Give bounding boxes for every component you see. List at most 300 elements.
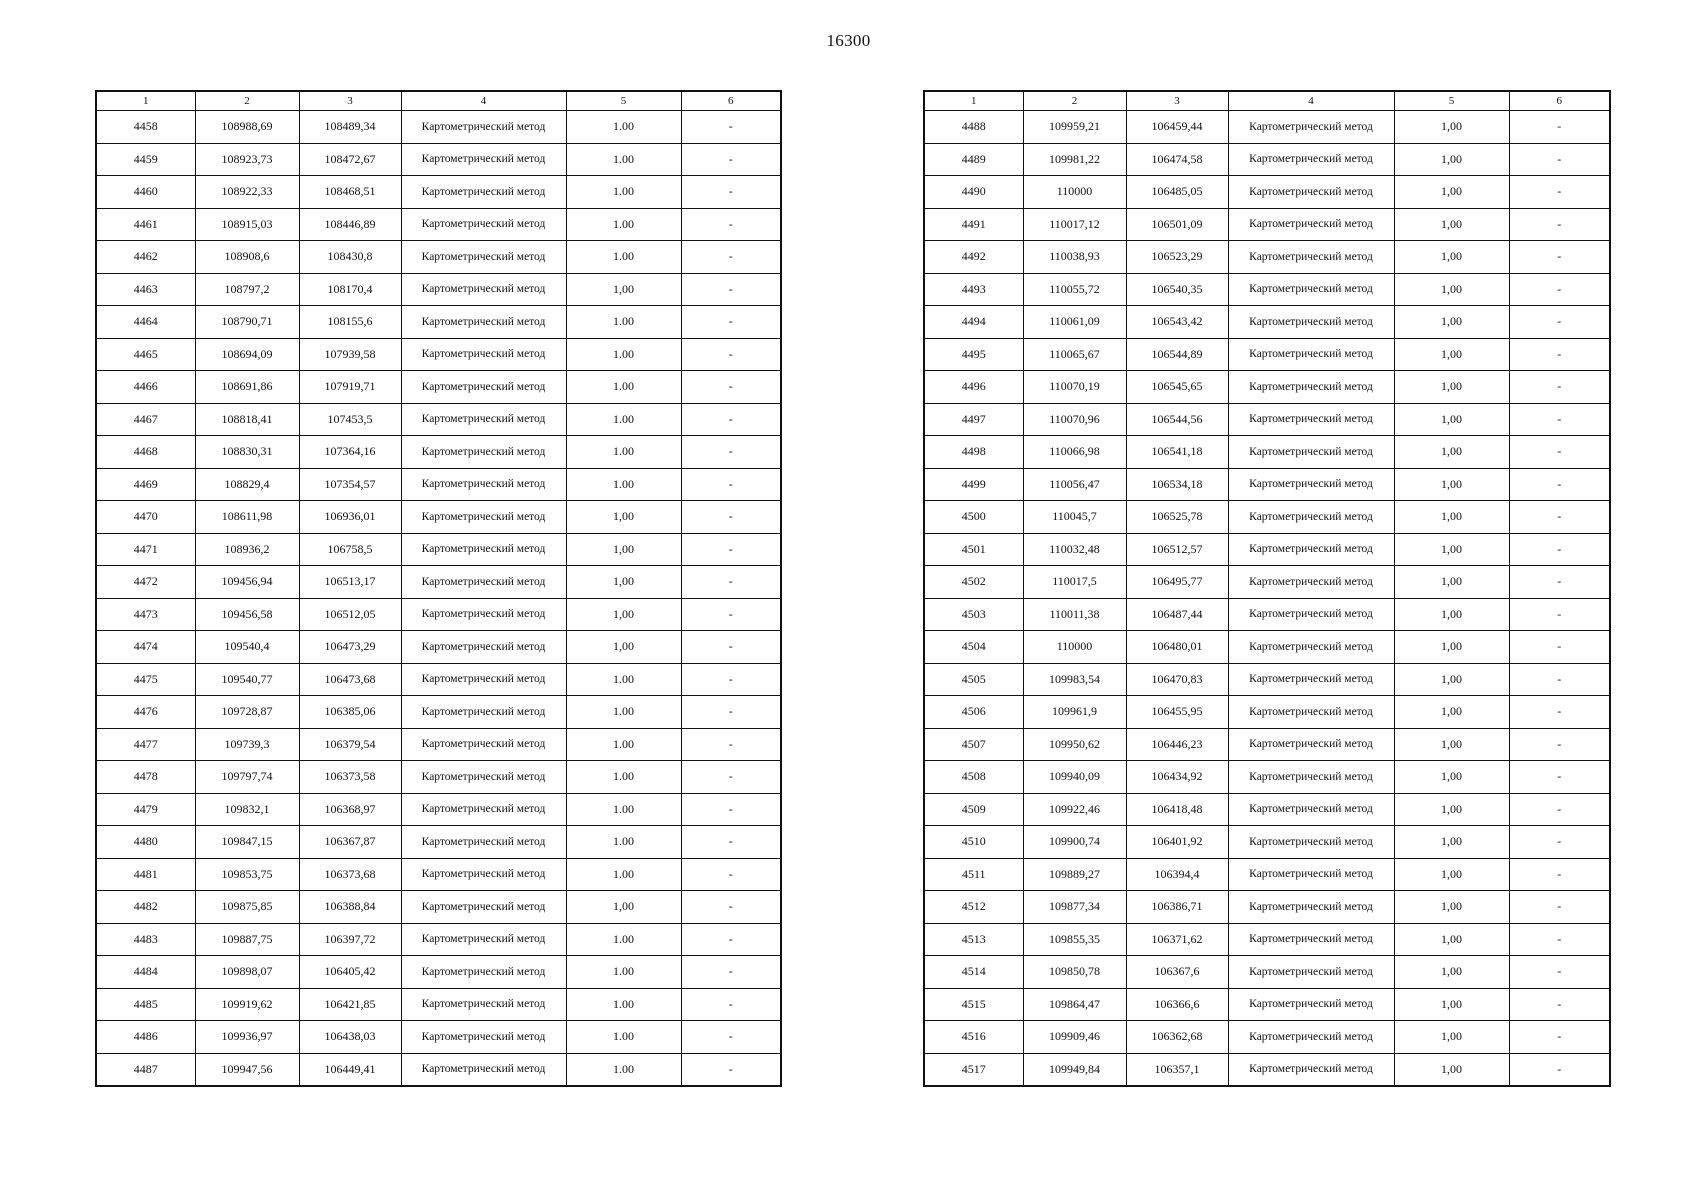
y-coordinate-cell: 106540,35 [1126,273,1228,306]
accuracy-cell: 1,00 [566,533,681,566]
method-cell: Картометрический метод [401,858,566,891]
description-cell: - [681,241,781,274]
point-number-cell: 4517 [924,1053,1023,1086]
y-coordinate-cell: 106480,01 [1126,631,1228,664]
column-header-accuracy: 5 [566,91,681,111]
method-cell: Картометрический метод [401,371,566,404]
description-cell: - [1509,306,1610,339]
accuracy-cell: 1,00 [1394,631,1509,664]
table-row [924,728,1610,761]
x-coordinate-cell: 110055,72 [1023,273,1126,306]
point-number-cell: 4475 [96,663,195,696]
accuracy-cell: 1,00 [1394,403,1509,436]
table-row [924,176,1610,209]
method-cell: Картометрический метод [401,111,566,144]
y-coordinate-cell: 106545,65 [1126,371,1228,404]
description-cell: - [1509,891,1610,924]
y-coordinate-cell: 106513,17 [299,566,401,599]
description-cell: - [1509,501,1610,534]
description-cell: - [1509,858,1610,891]
description-cell: - [681,793,781,826]
y-coordinate-cell: 108155,6 [299,306,401,339]
x-coordinate-cell: 108611,98 [195,501,299,534]
point-number-cell: 4501 [924,533,1023,566]
point-number-cell: 4460 [96,176,195,209]
point-number-cell: 4473 [96,598,195,631]
description-cell: - [681,111,781,144]
table-row [96,826,781,859]
y-coordinate-cell: 106534,18 [1126,468,1228,501]
method-cell: Картометрический метод [401,273,566,306]
y-coordinate-cell: 108170,4 [299,273,401,306]
table-row [96,143,781,176]
y-coordinate-cell: 108430,8 [299,241,401,274]
description-cell: - [681,501,781,534]
table-body [924,111,1610,1087]
description-cell: - [681,891,781,924]
x-coordinate-cell: 109898,07 [195,956,299,989]
accuracy-cell: 1.00 [566,696,681,729]
table-row [924,1053,1610,1086]
method-cell: Картометрический метод [401,306,566,339]
table-row [924,566,1610,599]
method-cell: Картометрический метод [401,826,566,859]
x-coordinate-cell: 109540,4 [195,631,299,664]
method-cell: Картометрический метод [401,1053,566,1086]
method-cell: Картометрический метод [401,891,566,924]
description-cell: - [1509,728,1610,761]
y-coordinate-cell: 106434,92 [1126,761,1228,794]
y-coordinate-cell: 106473,29 [299,631,401,664]
description-cell: - [1509,468,1610,501]
point-number-cell: 4463 [96,273,195,306]
table-row [924,891,1610,924]
point-number-cell: 4494 [924,306,1023,339]
table-row [924,306,1610,339]
x-coordinate-cell: 110000 [1023,631,1126,664]
y-coordinate-cell: 107364,16 [299,436,401,469]
description-cell: - [1509,696,1610,729]
y-coordinate-cell: 106544,89 [1126,338,1228,371]
table-row [96,468,781,501]
column-header-x: 2 [195,91,299,111]
method-cell: Картометрический метод [1228,403,1394,436]
y-coordinate-cell: 106388,84 [299,891,401,924]
table-row [96,338,781,371]
table-row [924,533,1610,566]
point-number-cell: 4480 [96,826,195,859]
accuracy-cell: 1,00 [1394,598,1509,631]
x-coordinate-cell: 109877,34 [1023,891,1126,924]
coordinates-table-left [95,90,782,1087]
x-coordinate-cell: 109847,15 [195,826,299,859]
accuracy-cell: 1.00 [566,436,681,469]
accuracy-cell: 1.00 [566,988,681,1021]
point-number-cell: 4487 [96,1053,195,1086]
method-cell: Картометрический метод [401,468,566,501]
table-row [924,501,1610,534]
y-coordinate-cell: 106421,85 [299,988,401,1021]
description-cell: - [681,826,781,859]
x-coordinate-cell: 110070,19 [1023,371,1126,404]
column-header-y: 3 [299,91,401,111]
y-coordinate-cell: 108472,67 [299,143,401,176]
y-coordinate-cell: 106758,5 [299,533,401,566]
table-row [924,956,1610,989]
table-row [924,468,1610,501]
x-coordinate-cell: 109797,74 [195,761,299,794]
column-header-x: 2 [1023,91,1126,111]
description-cell: - [681,923,781,956]
point-number-cell: 4497 [924,403,1023,436]
method-cell: Картометрический метод [1228,176,1394,209]
accuracy-cell: 1.00 [566,338,681,371]
description-cell: - [681,1021,781,1054]
column-header-description: 6 [681,91,781,111]
table-row [96,891,781,924]
y-coordinate-cell: 106525,78 [1126,501,1228,534]
point-number-cell: 4478 [96,761,195,794]
table-row [924,761,1610,794]
x-coordinate-cell: 109456,94 [195,566,299,599]
description-cell: - [681,306,781,339]
y-coordinate-cell: 106401,92 [1126,826,1228,859]
description-cell: - [1509,371,1610,404]
method-cell: Картометрический метод [1228,1021,1394,1054]
method-cell: Картометрический метод [1228,1053,1394,1086]
x-coordinate-cell: 109832,1 [195,793,299,826]
method-cell: Картометрический метод [401,728,566,761]
y-coordinate-cell: 106418,48 [1126,793,1228,826]
column-header-y: 3 [1126,91,1228,111]
description-cell: - [1509,663,1610,696]
x-coordinate-cell: 109850,78 [1023,956,1126,989]
point-number-cell: 4465 [96,338,195,371]
x-coordinate-cell: 109887,75 [195,923,299,956]
description-cell: - [681,663,781,696]
accuracy-cell: 1,00 [566,631,681,664]
accuracy-cell: 1,00 [1394,956,1509,989]
table-row [924,631,1610,664]
table-row [96,598,781,631]
x-coordinate-cell: 108818,41 [195,403,299,436]
x-coordinate-cell: 109909,46 [1023,1021,1126,1054]
accuracy-cell: 1.00 [566,111,681,144]
accuracy-cell: 1.00 [566,403,681,436]
description-cell: - [681,468,781,501]
accuracy-cell: 1.00 [566,143,681,176]
x-coordinate-cell: 110061,09 [1023,306,1126,339]
table-row [924,923,1610,956]
accuracy-cell: 1.00 [566,663,681,696]
accuracy-cell: 1,00 [566,273,681,306]
x-coordinate-cell: 109540,77 [195,663,299,696]
method-cell: Картометрический метод [401,143,566,176]
accuracy-cell: 1.00 [566,208,681,241]
accuracy-cell: 1,00 [1394,988,1509,1021]
method-cell: Картометрический метод [1228,728,1394,761]
x-coordinate-cell: 109981,22 [1023,143,1126,176]
accuracy-cell: 1,00 [1394,176,1509,209]
x-coordinate-cell: 110011,38 [1023,598,1126,631]
accuracy-cell: 1,00 [1394,338,1509,371]
description-cell: - [1509,403,1610,436]
method-cell: Картометрический метод [401,956,566,989]
method-cell: Картометрический метод [401,241,566,274]
point-number-cell: 4469 [96,468,195,501]
y-coordinate-cell: 107919,71 [299,371,401,404]
description-cell: - [681,436,781,469]
x-coordinate-cell: 108915,03 [195,208,299,241]
description-cell: - [681,1053,781,1086]
x-coordinate-cell: 108922,33 [195,176,299,209]
point-number-cell: 4459 [96,143,195,176]
method-cell: Картометрический метод [401,598,566,631]
description-cell: - [681,858,781,891]
point-number-cell: 4493 [924,273,1023,306]
column-header-method: 4 [1228,91,1394,111]
accuracy-cell: 1.00 [566,1021,681,1054]
accuracy-cell: 1,00 [1394,1021,1509,1054]
y-coordinate-cell: 106512,05 [299,598,401,631]
description-cell: - [681,728,781,761]
table-row [924,273,1610,306]
method-cell: Картометрический метод [401,696,566,729]
accuracy-cell: 1,00 [1394,111,1509,144]
accuracy-cell: 1,00 [1394,143,1509,176]
point-number-cell: 4498 [924,436,1023,469]
description-cell: - [1509,598,1610,631]
y-coordinate-cell: 108489,34 [299,111,401,144]
description-cell: - [1509,533,1610,566]
method-cell: Картометрический метод [401,403,566,436]
description-cell: - [681,956,781,989]
x-coordinate-cell: 109864,47 [1023,988,1126,1021]
accuracy-cell: 1,00 [1394,241,1509,274]
y-coordinate-cell: 106449,41 [299,1053,401,1086]
table-row [96,273,781,306]
table-row [96,956,781,989]
table-row [924,403,1610,436]
table-row [96,1021,781,1054]
accuracy-cell: 1,00 [1394,501,1509,534]
x-coordinate-cell: 110066,98 [1023,436,1126,469]
x-coordinate-cell: 110065,67 [1023,338,1126,371]
x-coordinate-cell: 109983,54 [1023,663,1126,696]
x-coordinate-cell: 110038,93 [1023,241,1126,274]
description-cell: - [1509,176,1610,209]
point-number-cell: 4485 [96,988,195,1021]
point-number-cell: 4506 [924,696,1023,729]
accuracy-cell: 1.00 [566,241,681,274]
y-coordinate-cell: 106544,56 [1126,403,1228,436]
description-cell: - [681,143,781,176]
point-number-cell: 4492 [924,241,1023,274]
column-header-description: 6 [1509,91,1610,111]
method-cell: Картометрический метод [1228,533,1394,566]
description-cell: - [1509,826,1610,859]
description-cell: - [681,403,781,436]
point-number-cell: 4458 [96,111,195,144]
table-row [96,923,781,956]
y-coordinate-cell: 107354,57 [299,468,401,501]
description-cell: - [1509,111,1610,144]
y-coordinate-cell: 106512,57 [1126,533,1228,566]
y-coordinate-cell: 106405,42 [299,956,401,989]
y-coordinate-cell: 106397,72 [299,923,401,956]
method-cell: Картометрический метод [1228,923,1394,956]
point-number-cell: 4484 [96,956,195,989]
description-cell: - [1509,1021,1610,1054]
x-coordinate-cell: 109919,62 [195,988,299,1021]
point-number-cell: 4516 [924,1021,1023,1054]
method-cell: Картометрический метод [401,566,566,599]
y-coordinate-cell: 107453,5 [299,403,401,436]
x-coordinate-cell: 110032,48 [1023,533,1126,566]
method-cell: Картометрический метод [1228,208,1394,241]
description-cell: - [1509,923,1610,956]
x-coordinate-cell: 110045,7 [1023,501,1126,534]
table-header-row [96,91,781,111]
x-coordinate-cell: 109855,35 [1023,923,1126,956]
point-number-cell: 4471 [96,533,195,566]
x-coordinate-cell: 109922,46 [1023,793,1126,826]
description-cell: - [1509,241,1610,274]
method-cell: Картометрический метод [401,501,566,534]
y-coordinate-cell: 106523,29 [1126,241,1228,274]
method-cell: Картометрический метод [1228,436,1394,469]
coordinates-table-right [923,90,1611,1087]
table-row [96,1053,781,1086]
description-cell: - [1509,793,1610,826]
y-coordinate-cell: 106455,95 [1126,696,1228,729]
x-coordinate-cell: 108829,4 [195,468,299,501]
method-cell: Картометрический метод [1228,663,1394,696]
method-cell: Картометрический метод [1228,761,1394,794]
table-row [924,988,1610,1021]
accuracy-cell: 1,00 [1394,566,1509,599]
x-coordinate-cell: 109940,09 [1023,761,1126,794]
y-coordinate-cell: 106367,6 [1126,956,1228,989]
description-cell: - [1509,761,1610,794]
method-cell: Картометрический метод [1228,891,1394,924]
description-cell: - [1509,956,1610,989]
point-number-cell: 4507 [924,728,1023,761]
y-coordinate-cell: 106385,06 [299,696,401,729]
point-number-cell: 4482 [96,891,195,924]
y-coordinate-cell: 106446,23 [1126,728,1228,761]
accuracy-cell: 1.00 [566,793,681,826]
method-cell: Картометрический метод [1228,956,1394,989]
x-coordinate-cell: 108830,31 [195,436,299,469]
method-cell: Картометрический метод [1228,598,1394,631]
column-header-method: 4 [401,91,566,111]
method-cell: Картометрический метод [1228,338,1394,371]
method-cell: Картометрический метод [401,988,566,1021]
description-cell: - [1509,566,1610,599]
description-cell: - [1509,1053,1610,1086]
point-number-cell: 4491 [924,208,1023,241]
accuracy-cell: 1,00 [1394,468,1509,501]
y-coordinate-cell: 106936,01 [299,501,401,534]
method-cell: Картометрический метод [1228,988,1394,1021]
method-cell: Картометрический метод [1228,371,1394,404]
x-coordinate-cell: 108790,71 [195,306,299,339]
method-cell: Картометрический метод [401,761,566,794]
table-row [924,663,1610,696]
y-coordinate-cell: 106473,68 [299,663,401,696]
method-cell: Картометрический метод [401,176,566,209]
description-cell: - [1509,631,1610,664]
y-coordinate-cell: 106367,87 [299,826,401,859]
accuracy-cell: 1,00 [1394,306,1509,339]
table-row [924,793,1610,826]
point-number-cell: 4483 [96,923,195,956]
table-row [96,111,781,144]
x-coordinate-cell: 109853,75 [195,858,299,891]
table-row [96,208,781,241]
accuracy-cell: 1,00 [566,566,681,599]
table-row [924,208,1610,241]
point-number-cell: 4468 [96,436,195,469]
x-coordinate-cell: 108988,69 [195,111,299,144]
accuracy-cell: 1,00 [1394,1053,1509,1086]
description-cell: - [1509,988,1610,1021]
accuracy-cell: 1,00 [1394,858,1509,891]
method-cell: Картометрический метод [1228,241,1394,274]
table-row [96,696,781,729]
accuracy-cell: 1.00 [566,956,681,989]
point-number-cell: 4489 [924,143,1023,176]
accuracy-cell: 1.00 [566,826,681,859]
description-cell: - [681,533,781,566]
point-number-cell: 4510 [924,826,1023,859]
description-cell: - [681,598,781,631]
accuracy-cell: 1,00 [1394,663,1509,696]
table-row [96,663,781,696]
description-cell: - [1509,208,1610,241]
point-number-cell: 4476 [96,696,195,729]
table-row [96,371,781,404]
method-cell: Картометрический метод [1228,143,1394,176]
table-row [924,598,1610,631]
y-coordinate-cell: 106394,4 [1126,858,1228,891]
x-coordinate-cell: 110056,47 [1023,468,1126,501]
point-number-cell: 4500 [924,501,1023,534]
y-coordinate-cell: 108446,89 [299,208,401,241]
y-coordinate-cell: 106366,6 [1126,988,1228,1021]
x-coordinate-cell: 109889,27 [1023,858,1126,891]
table-row [96,988,781,1021]
point-number-cell: 4488 [924,111,1023,144]
table-row [96,436,781,469]
accuracy-cell: 1,00 [1394,891,1509,924]
method-cell: Картометрический метод [1228,306,1394,339]
accuracy-cell: 1.00 [566,923,681,956]
accuracy-cell: 1,00 [1394,208,1509,241]
description-cell: - [681,273,781,306]
method-cell: Картометрический метод [1228,111,1394,144]
description-cell: - [681,371,781,404]
description-cell: - [681,566,781,599]
method-cell: Картометрический метод [1228,631,1394,664]
point-number-cell: 4511 [924,858,1023,891]
point-number-cell: 4481 [96,858,195,891]
point-number-cell: 4504 [924,631,1023,664]
y-coordinate-cell: 106474,58 [1126,143,1228,176]
x-coordinate-cell: 109875,85 [195,891,299,924]
method-cell: Картометрический метод [401,533,566,566]
